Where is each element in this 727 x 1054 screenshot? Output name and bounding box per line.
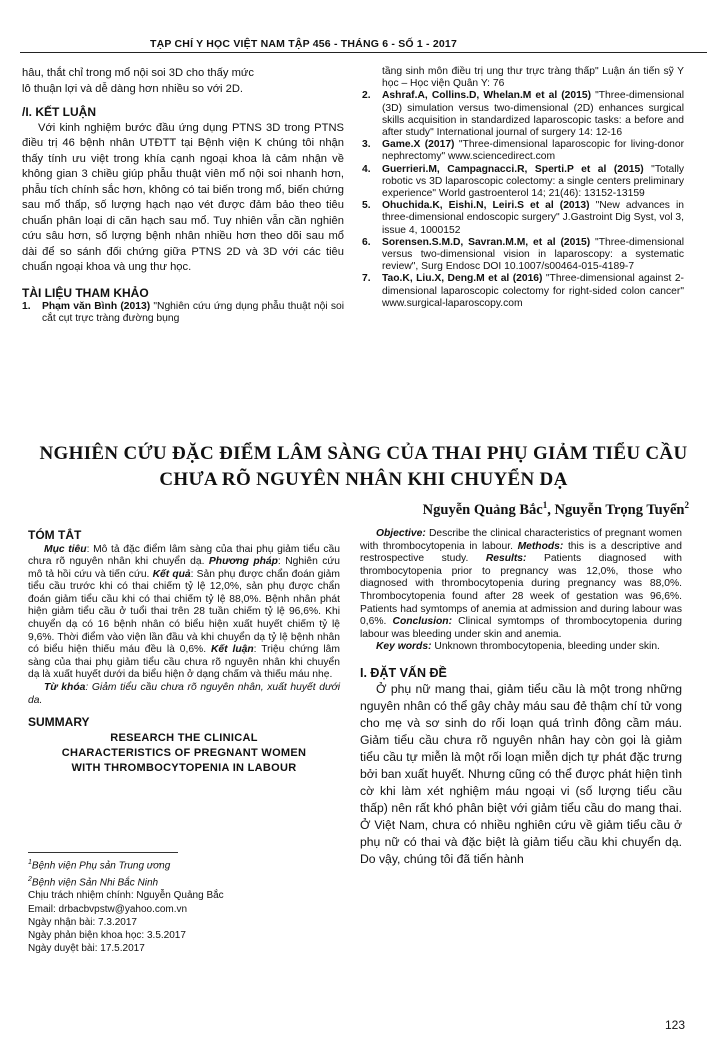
references-heading: TÀI LIỆU THAM KHẢO xyxy=(22,285,149,300)
author-separator: , xyxy=(547,501,555,518)
results-en-text: Patients diagnosed with thrombocytopenia prior to pregnancy was 12,0%, those who diagnosed with thrombocytopenia during pregnancy was 88,0%. Thrombocytopenia found after 28 week of gestation was 96,6%. Patients had symtomps of anemia at admission and during labour was 0,6%. xyxy=(360,553,682,628)
objective-label: Mục tiêu xyxy=(44,543,87,555)
abstract-en-column xyxy=(360,528,682,868)
ref-number: 3. xyxy=(362,139,371,151)
footnote-marker: 1 xyxy=(28,859,32,866)
objective-text: : Mô tả đặc điểm lâm sàng của thai phụ giảm tiểu cầu chưa rõ nguyên nhân khi chuyển dạ. xyxy=(28,543,340,568)
reference-item xyxy=(362,237,684,274)
conclusion-heading: /I. KẾT LUẬN xyxy=(22,105,96,119)
ref-text: "Three-dimensional (3D) simulation versus two-dimensional (2D) enhances surgical skills acquisition in standardized laparoscopic tasks: a before and after study" International journal of surgery 14: 12-16 xyxy=(382,90,685,139)
ref-text: "Totally robotic vs 3D laparoscopic colectomy: a single centers preliminary experience" World gastroenterol 14; 21(46): 13152-13159 xyxy=(382,163,684,200)
ref-number: 6. xyxy=(362,236,371,248)
keywords-en-label: Key words: xyxy=(376,641,432,653)
footnote-line xyxy=(28,856,328,873)
reference-item xyxy=(362,90,684,139)
keywords-label: Từ khóa xyxy=(44,682,86,694)
summary-title xyxy=(28,731,340,776)
footnote-line xyxy=(28,903,328,916)
abstract-vi-text xyxy=(28,544,340,683)
ref-text: "Nghiên cứu ứng dụng phẫu thuật nội soi cắt cụt trực tràng đường bụng xyxy=(42,301,344,325)
conclusion-text: Với kinh nghiệm bước đầu ứng dụng PTNS 3D trong PTNS điều trị 46 bệnh nhân UTĐTT tại Bệnh viện K chúng tôi nhận thấy tính ưu việt trong khía cạnh ngoại khoa là cảm nhận về không gian 3 chiều giúp phẫu thuật viên mổ nội soi nhanh hơn, phẫu tích chính sắc hơn, không có tai biến trong mổ, biến chứng sau mổ thấp, số lượng hạch nạo vét được đảm bảo theo tiêu chuẩn phân loại di căn hạch sau mổ. Tuy nhiên vẫn cần nghiên cứu sâu hơn, số lượng bệnh nhân nhiều hơn theo dõi sau mổ dài để so sánh đối chứng giữa PTNS 2D và 3D với các tiêu chuẩn ngoại khoa và ung thư học. xyxy=(22,121,344,273)
footnote-rule xyxy=(28,852,178,853)
ref-number: 2. xyxy=(362,90,371,102)
ref-number: 1. xyxy=(22,301,31,312)
footnote-text: Ngày nhận bài: 7.3.2017 xyxy=(28,916,137,928)
author-line xyxy=(423,500,689,519)
summary-title-line-1: RESEARCH THE CLINICAL xyxy=(110,731,258,744)
intro-text: Ở phụ nữ mang thai, giảm tiểu cầu là một trong những nguyên nhân có thể gây chảy máu sau đẻ thậm chí tử vong cho mẹ và sơ sinh do rối loạn quá trình đông cầm máu. Giảm tiểu cầu chưa rõ nguyên nhân hay còn gọi là giảm tiểu cầu tự miễn là một rối loạn miễn dịch tự phát đặc trưng bởi ban xuất huyết. Nhưng cũng có thể được phát hiện tình cờ khi làm xét nghiệm máu ngoại vi (số lượng tiểu cầu thấp) nên rất khó phân biệt với giảm tiểu cầu do mang thai. Ở Việt Nam, chưa có nhiều nghiên cứu về giảm tiểu cầu ở phụ nữ có thai và đặc biệt là giảm tiểu cầu khi chuyển dạ. Do vậy, chúng tôi đã tiến hành xyxy=(360,682,682,867)
method-text: : Nghiên cứu mô tả hồi cứu và tiến cứu. xyxy=(28,556,340,580)
footnote-text: Ngày phản biện khoa học: 3.5.2017 xyxy=(28,930,186,942)
keywords-text: : Giảm tiểu cầu chưa rõ nguyên nhân, xuất huyết dưới da. xyxy=(28,682,340,706)
reference-item xyxy=(362,200,684,237)
ref-number: 7. xyxy=(362,273,371,285)
methods-en-text: this is a descriptive and restrospective study. xyxy=(360,540,682,565)
article-title-line-2: CHƯA RÕ NGUYÊN NHÂN KHI CHUYỂN DẠ xyxy=(159,469,568,490)
result-text: : Sản phụ được chẩn đoán giảm tiểu cầu trước khi có thai chiếm tỷ lệ 12,0%, sản phụ được chẩn đoán giảm tiểu cầu khi có thai chiếm tỷ lệ 88,0%. Bệnh nhân phát hiện giảm tiểu cầu ở tuổi thai trên 28 tuần chiếm tỷ lệ 96,6%. Khi chuyển dạ có 16 bệnh nhân có biểu hiện xuất huyết chiếm tỷ lệ 9,6%. Thời điểm vào viện lần đầu và khi chuyển dạ tỷ lệ bệnh nhân có biểu hiện thiếu máu đều là 0,6%. xyxy=(28,568,340,656)
abstract-heading: TÓM TẮT xyxy=(28,528,82,542)
ref-authors: Ohuchida.K, Eishi.N, Leiri.S et al (2013) xyxy=(382,200,590,212)
footnote-line xyxy=(28,929,328,942)
footnote-line xyxy=(28,916,328,929)
intro-line-1: hâu, thắt chỉ trong mổ nội soi 3D cho thấy mức xyxy=(22,67,254,79)
page-number: 123 xyxy=(664,1018,685,1032)
intro-line-2: lô thuận lợi và dễ dàng hơn nhiều so với 2D. xyxy=(22,82,244,95)
author-1: Nguyễn Quảng Bắc xyxy=(422,501,543,518)
objective-en-label: Objective: xyxy=(376,528,426,539)
reference-item xyxy=(362,164,684,201)
footnote-text: Bệnh viện Phụ sản Trung ương xyxy=(31,860,171,872)
summary-heading: SUMMARY xyxy=(28,715,90,730)
abstract-vi-column xyxy=(28,528,340,776)
intro-heading: I. ĐẶT VẤN ĐỀ xyxy=(360,665,447,680)
footnote-line xyxy=(28,942,328,955)
reference-item xyxy=(22,301,344,325)
author-2: Nguyễn Trọng Tuyển xyxy=(554,501,685,518)
footnote-text: Ngày duyệt bài: 17.5.2017 xyxy=(28,943,145,955)
top-left-column xyxy=(22,66,344,325)
conclusion-en-label: Conclusion: xyxy=(392,616,453,628)
article-title-line-1: NGHIÊN CỨU ĐẶC ĐIỂM LÂM SÀNG CỦA THAI PHỤ GIẢM TIỂU CẦU xyxy=(39,443,688,464)
ref-authors: Game.X (2017) xyxy=(382,139,455,151)
ref-authors: Guerrieri.M, Campagnacci.R, Sperti.P et al (2015) xyxy=(382,163,644,175)
result-label: Kết quả xyxy=(152,568,191,580)
methods-en-label: Methods: xyxy=(517,540,564,552)
top-right-references xyxy=(362,66,684,310)
author-1-affil: 1 xyxy=(542,500,548,510)
reference-item xyxy=(362,66,684,90)
ref-number: 5. xyxy=(362,200,371,212)
results-en-label: Results: xyxy=(485,553,527,565)
objective-en-text: Describe the clinical characteristics of pregnant women with thrombocytopenia in labour. xyxy=(360,528,682,552)
reference-item xyxy=(362,139,684,163)
keywords-en-text: Unknown thrombocytopenia, bleeding under skin. xyxy=(431,641,660,653)
conclusion-en-text: Clinical symtomps of thrombocytopenia during labour was bleeding under skin and anemia. xyxy=(360,616,682,640)
ref-text: "Three-dimensional laparoscopic for living-donor nephrectomy" www.sciencedirect.com xyxy=(382,139,684,163)
footnote-line xyxy=(28,873,328,890)
abstract-en-text xyxy=(360,528,682,641)
summary-title-line-3: WITH THROMBOCYTOPENIA IN LABOUR xyxy=(71,761,297,774)
conclusion-vi-text: : Triệu chứng lâm sàng của thai phụ giảm tiểu cầu chưa rõ nguyên nhân khi chuyển dạ là xuất huyết dưới da biểu hiện ở dạng chấm và thiếu máu nhẹ. xyxy=(28,644,340,681)
keywords-vi xyxy=(28,682,340,707)
footnote-text: Bệnh viện Sản Nhi Bắc Ninh xyxy=(31,876,159,888)
ref-authors: Sorensen.S.M.D, Savran.M.M, et al (2015) xyxy=(382,236,591,248)
footnote-line xyxy=(28,889,328,902)
ref-authors: Ashraf.A, Collins.D, Whelan.M et al (2015) xyxy=(382,90,592,102)
summary-title-line-2: CHARACTERISTICS OF PREGNANT WOMEN xyxy=(61,746,307,759)
reference-item xyxy=(362,273,684,310)
footnotes xyxy=(28,852,328,956)
ref-number: 4. xyxy=(362,163,371,175)
footnote-text: Email: drbacbvpstw@yahoo.com.vn xyxy=(28,903,188,915)
ref-authors: Phạm văn Bình (2013) xyxy=(42,301,151,312)
header-rule xyxy=(20,52,707,53)
method-label: Phương pháp xyxy=(208,556,278,568)
footnote-marker: 2 xyxy=(28,875,32,883)
ref-text: "Three-dimensional against 2- dimensional laparoscopic colectomy for right-sided colon cancer" www.surgical-laparoscopy.com xyxy=(382,273,684,309)
ref-authors: Tao.K, Liu.X, Deng.M et al (2016) xyxy=(382,273,543,285)
author-2-affil: 2 xyxy=(684,500,689,510)
keywords-en xyxy=(360,641,682,654)
ref-text: "Three-dimensional versus two-dimensional vision in laparoscopy: a systematic review", Surg Endosc DOI 10.1007/s00464-015-4189-7 xyxy=(382,236,684,273)
ref-text: "New advances in three-dimensional endoscopic surgery" J.Gastroint Dig Syst, vol 3, issue 4, 1000152 xyxy=(382,200,684,236)
journal-header: TẠP CHÍ Y HỌC VIỆT NAM TẬP 456 - THÁNG 6 - SỐ 1 - 2017 xyxy=(150,38,458,50)
footnote-text: Chịu trách nhiệm chính: Nguyễn Quảng Bắc xyxy=(28,890,224,902)
ref-text: tầng sinh môn điều trị ung thư trực tràng thấp" Luận án tiến sỹ Y học – Học viện Quân Y: 76 xyxy=(382,66,684,90)
conclusion-label: Kết luận xyxy=(211,644,254,656)
